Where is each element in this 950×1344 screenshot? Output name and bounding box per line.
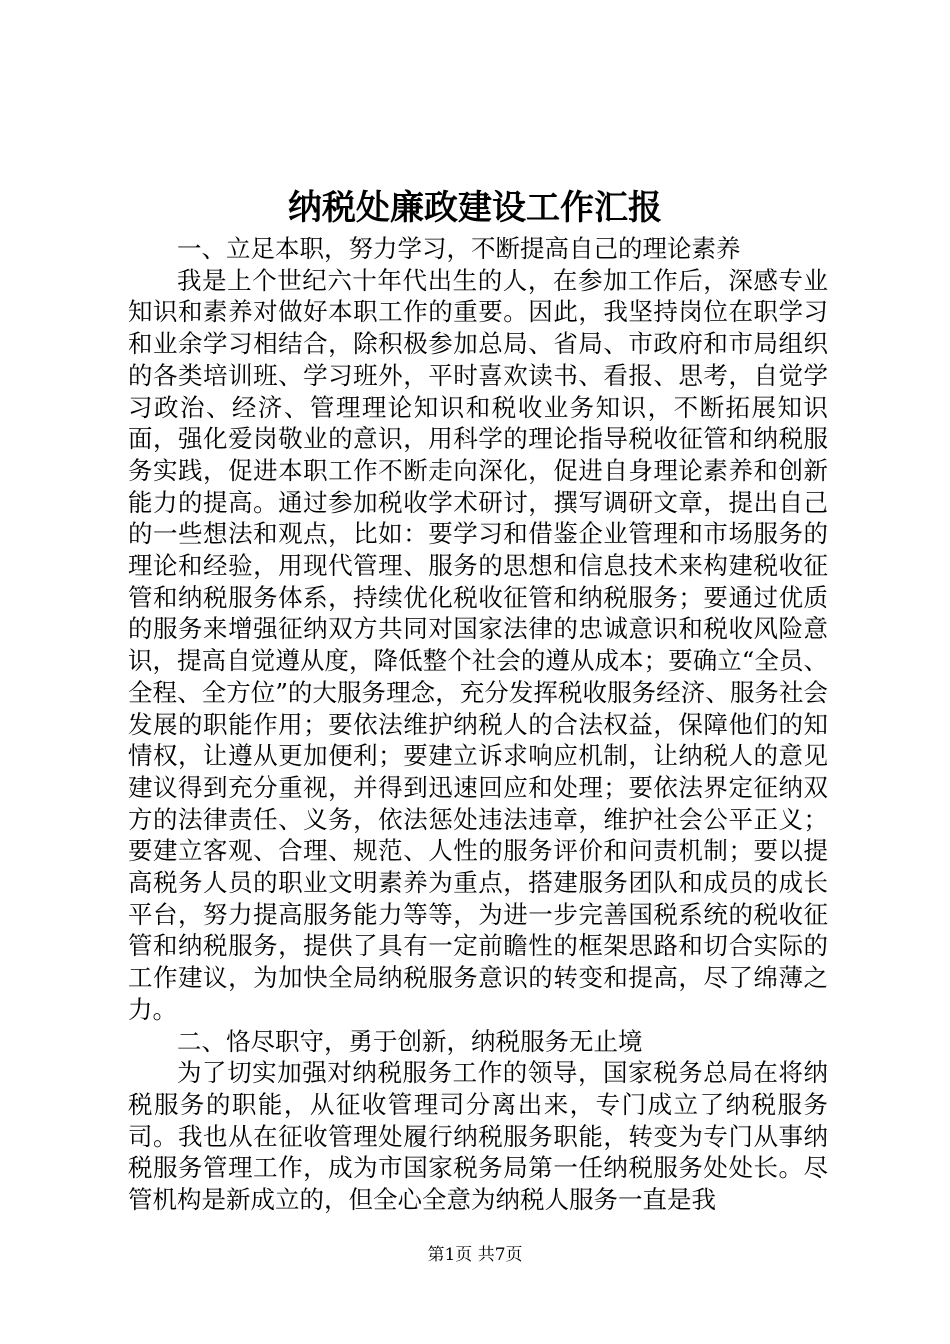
section-heading-2: 二、恪尽职守，勇于创新，纳税服务无止境 — [177, 1026, 643, 1056]
paragraph-2: 为了切实加强对纳税服务工作的领导，国家税务总局在将纳税服务的职能，从征收管理司分离出来，专门成立了纳税服务司。我也从在征收管理处履行纳税服务职能，转变为专门从事纳税服务管理工作，成为市国家税务局第一任纳税服务处处长。尽管机构是新成立的，但全心全意为纳税人服务一直是我 — [128, 1058, 828, 1215]
section-heading-1: 一、立足本职，努力学习，不断提高自己的理论素养 — [177, 234, 741, 263]
document-body — [128, 233, 828, 1216]
page-footer: 第1页 共7页 — [427, 1245, 523, 1265]
paragraph-1: 我是上个世纪六十年代出生的人，在参加工作后，深感专业知识和素养对做好本职工作的重要。因此，我坚持岗位在职学习和业余学习相结合，除积极参加总局、省局、市政府和市局组织的各类培训班、学习班外，平时喜欢读书、看报、思考，自觉学习政治、经济、管理理论知识和税收业务知识，不断拓展知识面，强化爱岗敬业的意识，用科学的理论指导税收征管和纳税服务实践，促进本职工作不断走向深化，促进自身理论素养和创新能力的提高。通过参加税收学术研讨，撰写调研文章，提出自己的一些想法和观点，比如：要学习和借鉴企业管理和市场服务的理论和经验，用现代管理、服务的思想和信息技术来构建税收征管和纳税服务体系，持续优化税收征管和纳税服务；要通过优质的服务来增强征纳双方共同对国家法律的忠诚意识和税收风险意识，提高自觉遵从度，降低整个社会的遵从成本；要确立“全员、全程、全方位”的大服务理念，充分发挥税收服务经济、服务社会发展的职能作用；要依法维护纳税人的合法权益，保障他们的知情权，让遵从更加便利；要建立诉求响应机制，让纳税人的意见建议得到充分重视，并得到迅速回应和处理；要依法界定征纳双方的法律责任、义务，依法惩处违法违章，维护社会公平正义；要建立客观、合理、规范、人性的服务评价和问责机制；要以提高税务人员的职业文明素养为重点，搭建服务团队和成员的成长平台，努力提高服务能力等等，为进一步完善国税系统的税收征管和纳税服务，提供了具有一定前瞻性的框架思路和切合实际的工作建议，为加快全局纳税服务意识的转变和提高，尽了绵薄之力。 — [128, 265, 828, 1024]
document-title: 纳税处廉政建设工作汇报 — [288, 188, 662, 228]
